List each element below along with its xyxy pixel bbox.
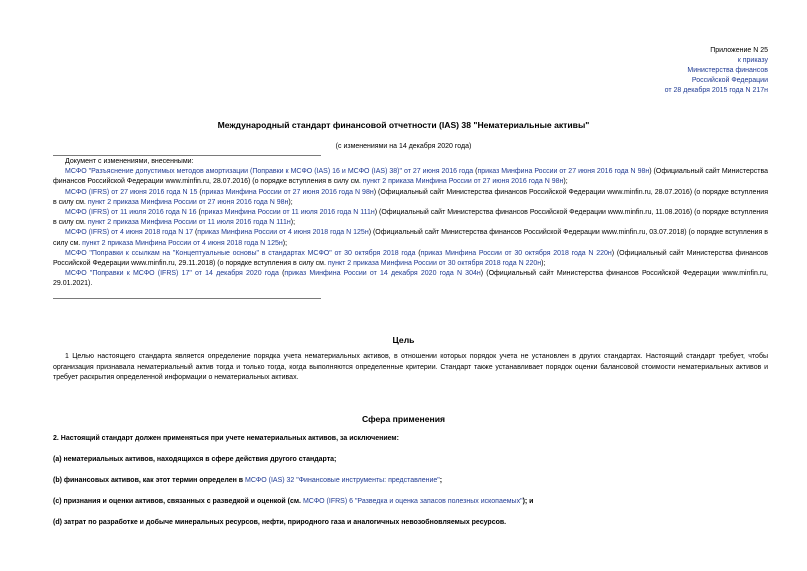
change-paren: ( <box>196 209 201 217</box>
ias32-link[interactable]: МСФО (IAS) 32 "Финансовые инструменты: представление" <box>245 477 440 484</box>
scope-item-b-text: (b) финансовых активов, как этот термин определен в <box>53 477 246 484</box>
list-item: МСФО "Разъяснение допустимых методов амортизации (Поправки к МСФО (IAS) 16 и МСФО (IAS) 38)" от 27 июня 2016 года (приказ Минфина России от 27 июня 2016 года N 98н) (Официальный сайт Министерства финансов Российской Федерации www.minfin.ru, 28.07.2016) (о порядке вступления в силу см. пункт 2 приказа Минфина России от 27 июня 2016 года N 98н); <box>53 168 768 186</box>
change-order-link[interactable]: приказ Минфина России от 27 июня 2016 года N 98н <box>477 168 650 176</box>
change-text: ) (Официальный сайт Министерства финансов Российской Федерации www.minfin.ru, 28.07.2016) (о порядке вступления в силу см. <box>53 168 768 186</box>
change-standard-link[interactable]: МСФО (IFRS) от 4 июня 2018 года N 17 <box>65 229 194 237</box>
changes-top-divider <box>53 155 321 156</box>
scope-item-a: (a) нематериальных активов, находящихся в сфере действия другого стандарта; <box>53 456 337 463</box>
change-standard-link[interactable]: МСФО "Разъяснение допустимых методов амортизации (Поправки к МСФО (IAS) 16 и МСФО (IAS) 38)" от 27 июня 2016 года <box>65 168 474 176</box>
appendix-federation-link[interactable]: Российской Федерации <box>691 77 768 84</box>
page-subtitle: (с изменениями на 14 декабря 2020 года) <box>335 143 472 150</box>
change-text: ) (Официальный сайт Министерства финансов Российской Федерации www.minfin.ru, 03.07.2018) (о порядке вступления в силу см. <box>53 229 768 247</box>
change-paren: ( <box>193 229 198 237</box>
scope-item-c <box>53 497 768 507</box>
page-title: Международный стандарт финансовой отчетности (IAS) 38 "Нематериальные активы" <box>217 120 590 130</box>
change-standard-link[interactable]: МСФО "Поправки к ссылкам на "Концептуальные основы" в стандартах МСФО" от 30 октября 2018 года <box>65 249 416 257</box>
change-point-link[interactable]: пункт 2 приказа Минфина России от 4 июня 2018 года N 125н <box>82 239 283 247</box>
change-text: ) (Официальный сайт Министерства финансов Российской Федерации www.minfin.ru, 29.11.2018) (о порядке вступления в силу см. <box>53 249 769 268</box>
change-text-end: ); <box>563 178 568 186</box>
changes-bottom-divider <box>53 298 321 299</box>
change-point-link[interactable]: пункт 2 приказа Минфина России от 30 октября 2018 года N 220н <box>327 260 542 268</box>
scope-item-2: 2. Настоящий стандарт должен применяться при учете нематериальных активов, за исключением: <box>53 435 399 442</box>
appendix-date-link[interactable]: от 28 декабря 2015 года N 217н <box>664 87 768 94</box>
changes-intro: Документ с изменениями, внесенными: <box>65 158 194 165</box>
goal-heading: Цель <box>392 335 415 345</box>
change-order-link[interactable]: приказ Минфина России от 27 июня 2016 года N 98н <box>201 188 374 196</box>
change-text-end: ); <box>541 260 546 268</box>
change-standard-link[interactable]: МСФО "Поправки к МСФО (IFRS) 17" от 14 декабря 2020 года <box>65 270 279 278</box>
change-text-end: ); <box>290 219 296 227</box>
change-point-link[interactable]: пункт 2 приказа Минфина России от 27 июня 2016 года N 98н <box>87 198 289 206</box>
change-order-link[interactable]: приказ Минфина России от 30 октября 2018 года N 220н <box>420 249 612 257</box>
change-order-link[interactable]: приказ Минфина России от 14 декабря 2020 года N 304н <box>284 270 481 278</box>
scope-item-c-end: ); и <box>522 498 534 505</box>
scope-item-d: (d) затрат по разработке и добыче минеральных ресурсов, нефти, природного газа и аналогичных невозобновляемых ресурсов. <box>53 519 507 526</box>
change-paren: ( <box>278 270 285 278</box>
change-text: ) (Официальный сайт Министерства финансов Российской Федерации www.minfin.ru, 29.01.2021). <box>53 270 768 288</box>
change-standard-link[interactable]: МСФО (IFRS) от 11 июля 2016 года N 16 <box>65 209 197 217</box>
appendix-header <box>665 46 768 96</box>
scope-item-c-text: (c) признания и оценки активов, связанных с разведкой и оценкой (см. <box>53 498 303 505</box>
scope-item-b <box>53 476 768 486</box>
change-order-link[interactable]: приказ Минфина России от 4 июня 2018 года N 125н <box>197 229 369 237</box>
appendix-order-link[interactable]: к приказу <box>737 57 768 64</box>
appendix-number: Приложение N 25 <box>710 47 768 54</box>
change-point-link[interactable]: пункт 2 приказа Минфина России от 11 июля 2016 года N 111н <box>87 219 291 227</box>
goal-paragraph: 1 Целью настоящего стандарта является определение порядка учета нематериальных активов, в отношении которых порядок учета не установлен в других стандартах. Настоящий стандарт требует, чтобы организация признавала нематериальный актив тогда и только тогда, когда выполняются определенные критерии. Стандарт также устанавливает порядок оценки балансовой стоимости нематериальных активов и требует раскрытия определенной информации о нематериальных активах. <box>53 353 768 381</box>
list-item <box>53 249 768 269</box>
scope-heading: Сфера применения <box>361 414 445 424</box>
scope-item-b-end: ; <box>439 477 443 484</box>
change-text: ) (Официальный сайт Министерства финансов Российской Федерации www.minfin.ru, 28.07.2016) (о порядке вступления в силу см. <box>53 188 769 206</box>
changes-list <box>53 157 768 290</box>
list-item <box>53 208 768 228</box>
change-point-link[interactable]: пункт 2 приказа Минфина России от 27 июня 2016 года N 98н <box>362 178 564 186</box>
change-paren: ( <box>415 249 421 257</box>
list-item <box>53 228 768 248</box>
change-order-link[interactable]: приказ Минфина России от 11 июля 2016 года N 111н <box>200 209 375 217</box>
list-item <box>53 269 768 289</box>
change-text-end: ); <box>288 198 293 206</box>
change-standard-link[interactable]: МСФО (IFRS) от 27 июня 2016 года N 15 <box>65 188 198 196</box>
list-item <box>53 188 768 208</box>
change-text-end: ); <box>282 239 288 247</box>
appendix-ministry-link[interactable]: Министерства финансов <box>687 67 768 74</box>
change-paren: ( <box>197 188 202 196</box>
change-text: ) (Официальный сайт Министерства финансов Российской Федерации www.minfin.ru, 11.08.2016) (о порядке вступления в силу см. <box>53 209 768 227</box>
ifrs6-link[interactable]: МСФО (IFRS) 6 "Разведка и оценка запасов полезных ископаемых" <box>302 498 523 505</box>
